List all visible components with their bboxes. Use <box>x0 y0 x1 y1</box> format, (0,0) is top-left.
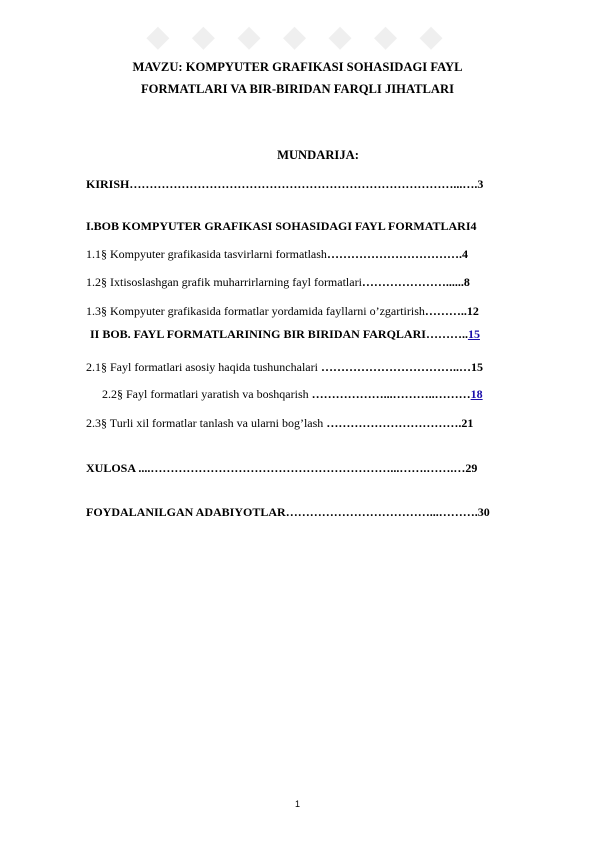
toc-entry-label: 2.1§ Fayl formatlari asosiy haqida tushunchalari <box>86 360 321 374</box>
toc-entry-dots: …………………………… <box>326 416 459 430</box>
toc-entry-dots: …………………...... <box>361 275 464 289</box>
page-number: 1 <box>294 799 300 809</box>
toc-entry-kirish[interactable] <box>86 177 483 192</box>
toc-entry-1-1[interactable] <box>86 247 468 262</box>
toc-entry-page: 3 <box>477 177 484 191</box>
toc-entry-dots: ………………………………...………. <box>285 505 478 519</box>
toc-entry-label: 1.2§ Ixtisoslashgan grafik muharrirlarning fayl formatlari <box>86 275 362 289</box>
toc-entry-2-1[interactable] <box>86 360 483 375</box>
toc-entry-page-link[interactable]: 18 <box>470 387 483 401</box>
document-title <box>0 57 595 100</box>
toc-entry-page: 29 <box>465 461 478 475</box>
toc-entry-label: 2.3§ Turli xil formatlar tanlash va ularni bog’lash <box>86 416 327 430</box>
toc-entry-page: 4 <box>470 219 477 233</box>
toc-heading: MUNDARIJA: <box>277 148 359 162</box>
title-line-2: FORMATLARI VA BIR-BIRIDAN FARQLI JIHATLARI <box>140 81 454 96</box>
toc-entry-1-3[interactable] <box>86 304 479 319</box>
toc-entry-chapter-1[interactable] <box>86 219 477 234</box>
toc-entry-label: II BOB. FAYL FORMATLARINING BIR BIRIDAN FARQLARI <box>90 327 426 341</box>
toc-entry-label: 2.2§ Fayl formatlari yaratish va boshqarish <box>102 387 312 401</box>
toc-entry-label: 1.1§ Kompyuter grafikasida tasvirlarni formatlash <box>86 247 327 261</box>
toc-entry-2-3[interactable] <box>86 416 473 431</box>
toc-entry-dots: ……………………………. <box>326 247 462 261</box>
toc-entry-page: 12 <box>466 304 479 318</box>
watermark: ◆ ◆ ◆ ◆ ◆ ◆ ◆ <box>146 18 449 54</box>
toc-entry-dots: ………………………………………………………………………...…. <box>129 177 478 191</box>
toc-entry-dots: ……….. <box>424 304 467 318</box>
toc-entry-page: 4 <box>461 247 468 261</box>
toc-entry-label: KIRISH <box>86 177 130 191</box>
toc-entry-page-link[interactable]: 15 <box>467 327 480 341</box>
toc-entry-page: 30 <box>477 505 490 519</box>
toc-entry-label: XULOSA <box>86 461 139 475</box>
toc-entry-2-2[interactable] <box>102 387 483 402</box>
toc-entry-dots: ....……………………………………………………...…….…….… <box>138 461 466 475</box>
toc-entry-page: .21 <box>458 416 474 430</box>
toc-entry-label: FOYDALANILGAN ADABIYOTLAR <box>86 505 286 519</box>
toc-entry-page: 8 <box>463 275 470 289</box>
toc-entry-xulosa[interactable] <box>86 461 477 476</box>
toc-entry-references[interactable] <box>86 505 490 520</box>
toc-entry-dots: ……………………………..… <box>320 360 471 374</box>
toc-entry-dots: ……….. <box>425 327 468 341</box>
toc-entry-chapter-2[interactable] <box>90 327 480 342</box>
toc-entry-label: I.BOB KOMPYUTER GRAFIKASI SOHASIDAGI FAYL FORMATLARI <box>86 219 471 233</box>
toc-entry-page: 15 <box>470 360 483 374</box>
title-line-1: MAVZU: KOMPYUTER GRAFIKASI SOHASIDAGI FAYL <box>132 60 463 74</box>
toc-entry-1-2[interactable] <box>86 275 470 290</box>
toc-entry-dots: ………………...………..……… <box>311 387 471 401</box>
toc-entry-label: 1.3§ Kompyuter grafikasida formatlar yordamida fayllarni o’zgartirish <box>86 304 425 318</box>
